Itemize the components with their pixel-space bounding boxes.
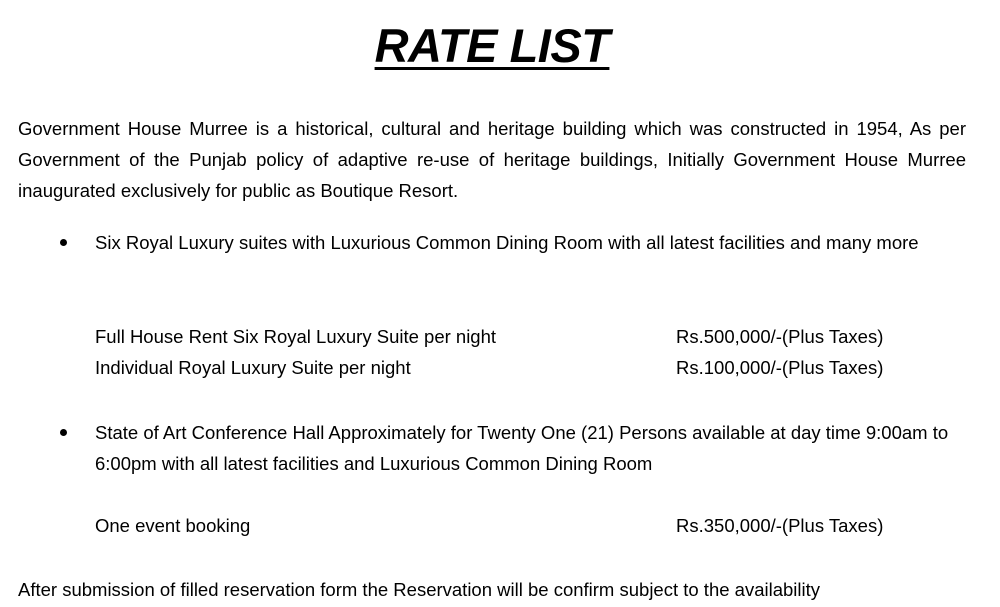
rate-row — [0, 321, 1000, 352]
rate-label: Full House Rent Six Royal Luxury Suite per night — [95, 326, 497, 347]
section-suites — [0, 227, 1000, 289]
rate-row — [0, 352, 1000, 383]
section-description: State of Art Conference Hall Approximately for Twenty One (21) Persons available at day time 9:00am to 6:00pm with all latest facilities and Luxurious Common Dining Room — [95, 422, 949, 474]
rate-price: Rs.100,000/-(Plus Taxes) — [676, 357, 884, 378]
section-conference-hall — [0, 417, 1000, 479]
page-title: RATE LIST — [374, 19, 610, 72]
rate-label: One event booking — [95, 515, 251, 536]
rate-label: Individual Royal Luxury Suite per night — [95, 357, 411, 378]
bullet-icon — [60, 239, 67, 246]
intro-paragraph: Government House Murree is a historical, cultural and heritage building which was constructed in 1954, As per Government of the Punjab policy of adaptive re-use of heritage buildings, Initially Government House Murree inaugurated exclusively for public as Boutique Resort. — [18, 118, 966, 201]
section-description: Six Royal Luxury suites with Luxurious Common Dining Room with all latest facilities and many more — [95, 232, 919, 253]
bullet-icon — [60, 429, 67, 436]
rate-row — [0, 510, 1000, 541]
rate-price: Rs.350,000/-(Plus Taxes) — [676, 515, 884, 536]
rate-price: Rs.500,000/-(Plus Taxes) — [676, 326, 884, 347]
reservation-note: After submission of filled reservation form the Reservation will be confirm subject to the availability — [18, 579, 821, 600]
